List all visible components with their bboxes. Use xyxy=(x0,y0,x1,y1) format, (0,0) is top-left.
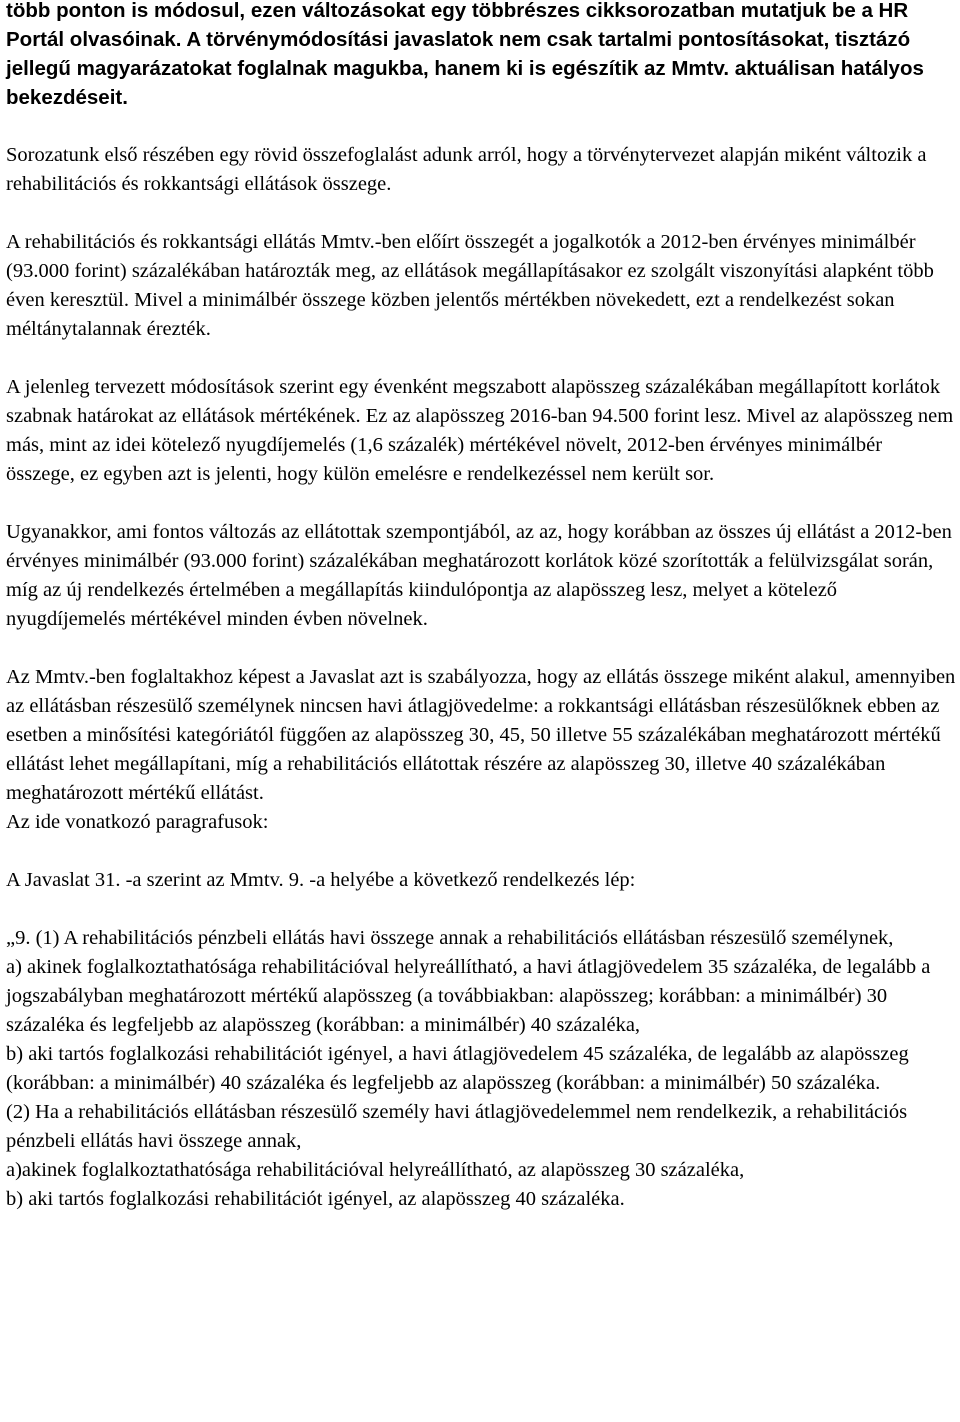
paragraph-planned-changes: A jelenleg tervezett módosítások szerint egy évenként megszabott alapösszeg százalékában megállapított korlátok szabnak határokat az ellátások mértékének. Ez az alapösszeg 2016-ban 94.500 forint lesz. Mivel az alapösszeg nem más, mint az idei kötelező nyugdíjemelés (1,6 százalék) mértékével növelt, 2012-ben érvényes minimálbér összege, ez egyben azt is jelenti, hogy külön emelésre e rendelkezéssel nem került sor. xyxy=(6,376,954,485)
paragraph-section-9-1-a: a) akinek foglalkoztathatósága rehabilitációval helyreállítható, a havi átlagjövedelem 35 százaléka, de legalább a jogszabályban meghatározott mértékű alapösszeg (a továbbiakban: alapösszeg; korábban: a minimálbér) 30 százaléka és legfeljebb az alapösszeg (korábban: a minimálbér) 40 százaléka, xyxy=(6,956,931,1036)
paragraph-section-9-1: „9. (1) A rehabilitációs pénzbeli ellátás havi összege annak a rehabilitációs ellátásban részesülő személynek, xyxy=(6,927,894,949)
paragraph-section-9-1-b: b) aki tartós foglalkozási rehabilitációt igényel, a havi átlagjövedelem 45 százaléka, de legalább az alapösszeg (korábban: a minimálbér) 40 százaléka és legfeljebb az alapösszeg (korábban: a minimálbér) 50 százaléka. xyxy=(6,1043,909,1094)
paragraph-section-9-2: (2) Ha a rehabilitációs ellátásban részesülő személy havi átlagjövedelemmel nem rendelkezik, a rehabilitációs pénzbeli ellátás havi összege annak, xyxy=(6,1101,908,1152)
paragraph-no-income-rules: Az Mmtv.-ben foglaltakhoz képest a Javaslat azt is szabályozza, hogy az ellátás összege miként alakul, amennyiben az ellátásban részesülő személynek nincsen havi átlagjövedelme: a rokkantsági ellátásban részesülőknek ebben az esetben a minősítési kategóriától függően az alapösszeg 30, 45, 50 illetve 55 százalékában meghatározott mértékű ellátást lehet megállapítani, míg a rehabilitációs ellátottak részére az alapösszeg 30, illetve 40 százalékában meghatározott mértékű ellátást. xyxy=(6,666,956,804)
paragraph-section-9-2-a: a)akinek foglalkoztathatósága rehabilitációval helyreállítható, az alapösszeg 30 százaléka, xyxy=(6,1159,745,1181)
document-body xyxy=(6,141,956,1214)
paragraph-section-replacement: A Javaslat 31. -a szerint az Mmtv. 9. -a helyébe a következő rendelkezés lép: xyxy=(6,869,636,891)
paragraph-minimum-wage-basis: A rehabilitációs és rokkantsági ellátás Mmtv.-ben előírt összegét a jogalkotók a 2012-ben érvényes minimálbér (93.000 forint) százalékában határozták meg, az ellátások megállapításakor ez szolgált viszonyítási alapként több éven keresztül. Mivel a minimálbér összege közben jelentős mértékben növekedett, ezt a rendelkezést sokan méltánytalannak érezték. xyxy=(6,231,934,340)
paragraph-series-summary: Sorozatunk első részében egy rövid összefoglalást adunk arról, hogy a törvénytervezet alapján miként változik a rehabilitációs és rokkantsági ellátások összege. xyxy=(6,144,927,195)
paragraph-section-9-2-b: b) aki tartós foglalkozási rehabilitációt igényel, az alapösszeg 40 százaléka. xyxy=(6,1188,625,1210)
paragraph-review-change: Ugyanakkor, ami fontos változás az ellátottak szempontjából, az az, hogy korábban az összes új ellátást a 2012-ben érvényes minimálbér (93.000 forint) százalékában meghatározott korlátok közé szorították a felülvizsgálat során, míg az új rendelkezés értelmében a megállapítás kiindulópontja az alapösszeg lesz, melyet a kötelező nyugdíjemelés mértékével minden évben növelnek. xyxy=(6,521,952,630)
intro-paragraph: több ponton is módosul, ezen változásokat egy többrészes cikksorozatban mutatjuk be a HR Portál olvasóinak. A törvénymódosítási javaslatok nem csak tartalmi pontosításokat, tisztázó jellegű magyarázatokat foglalnak magukba, hanem ki is egészítik az Mmtv. aktuálisan hatályos bekezdéseit. xyxy=(6,0,924,109)
paragraph-sections-heading: Az ide vonatkozó paragrafusok: xyxy=(6,811,269,833)
